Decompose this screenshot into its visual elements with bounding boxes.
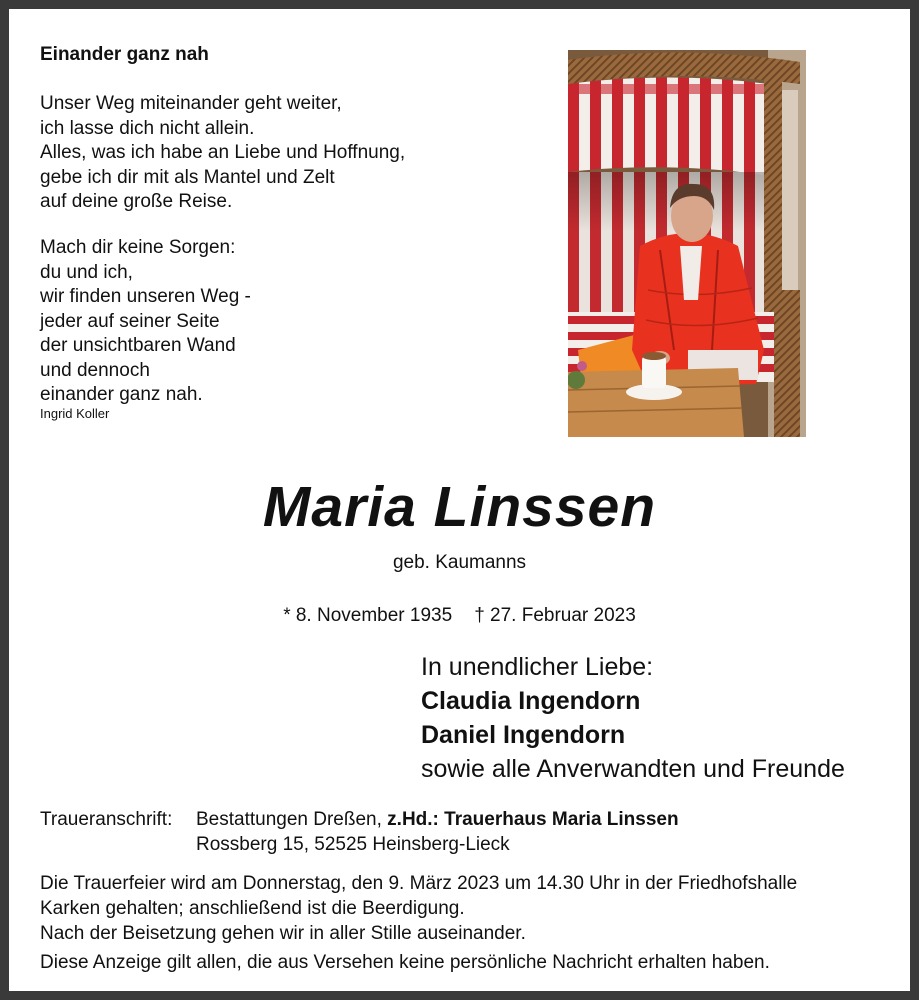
- portrait-photo: [568, 50, 806, 437]
- mourner-name: Daniel Ingendorn: [421, 721, 626, 749]
- coffee-cup: [642, 356, 666, 388]
- poem-line: Mach dir keine Sorgen:: [40, 237, 236, 258]
- notice-line: Diese Anzeige gilt allen, die aus Versehen keine persönliche Nachricht erhalten haben.: [40, 952, 770, 973]
- poem-line: jeder auf seiner Seite: [40, 310, 220, 332]
- poem-line: einander ganz nah.: [40, 384, 203, 405]
- poem-stanza-1: [40, 92, 405, 215]
- poem-line: Alles, was ich habe an Liebe und Hoffnung,: [40, 142, 406, 163]
- mourner-name: Claudia Ingendorn: [421, 687, 641, 715]
- poem-title: Einander ganz nah: [40, 44, 209, 65]
- poem-line: und dennoch: [40, 359, 150, 381]
- poem-line: gebe ich dir mit als Mantel und Zelt: [40, 166, 335, 188]
- poem-author: Ingrid Koller: [40, 406, 110, 421]
- birth-name: geb. Kaumanns: [392, 552, 527, 573]
- life-dates: [0, 605, 919, 627]
- poem-line: ich lasse dich nicht allein.: [40, 117, 255, 139]
- mourners-intro: In unendlicher Liebe:: [421, 653, 654, 681]
- address-line1-plain: Bestattungen Dreßen,: [196, 809, 388, 830]
- poem-stanza-2: [40, 236, 251, 408]
- service-line: Nach der Beisetzung gehen wir in aller Stille auseinander.: [40, 923, 526, 944]
- deceased-name: Maria Linssen: [262, 475, 657, 539]
- poem-line: auf deine große Reise.: [40, 191, 233, 212]
- mourners-block: [421, 650, 845, 786]
- service-line: Karken gehalten; anschließend ist die Beerdigung.: [40, 898, 465, 919]
- address-line1-bold: z.Hd.: Trauerhaus Maria Linssen: [387, 809, 679, 830]
- poem-line: du und ich,: [40, 261, 133, 283]
- poem-line: Unser Weg miteinander geht weiter,: [40, 93, 342, 114]
- mourners-others: sowie alle Anverwandten und Freunde: [421, 755, 845, 783]
- birth-date: * 8. November 1935: [283, 605, 453, 626]
- service-line: Die Trauerfeier wird am Donnerstag, den 9. März 2023 um 14.30 Uhr in der Friedhofshalle: [40, 873, 798, 894]
- poem-line: wir finden unseren Weg -: [40, 286, 251, 307]
- address-label: Traueranschrift:: [40, 809, 173, 830]
- death-date: † 27. Februar 2023: [474, 605, 636, 626]
- mourning-address: [40, 807, 679, 857]
- poem-line: der unsichtbaren Wand: [40, 335, 236, 356]
- service-info: [40, 871, 797, 975]
- address-line2: Rossberg 15, 52525 Heinsberg-Lieck: [196, 834, 510, 855]
